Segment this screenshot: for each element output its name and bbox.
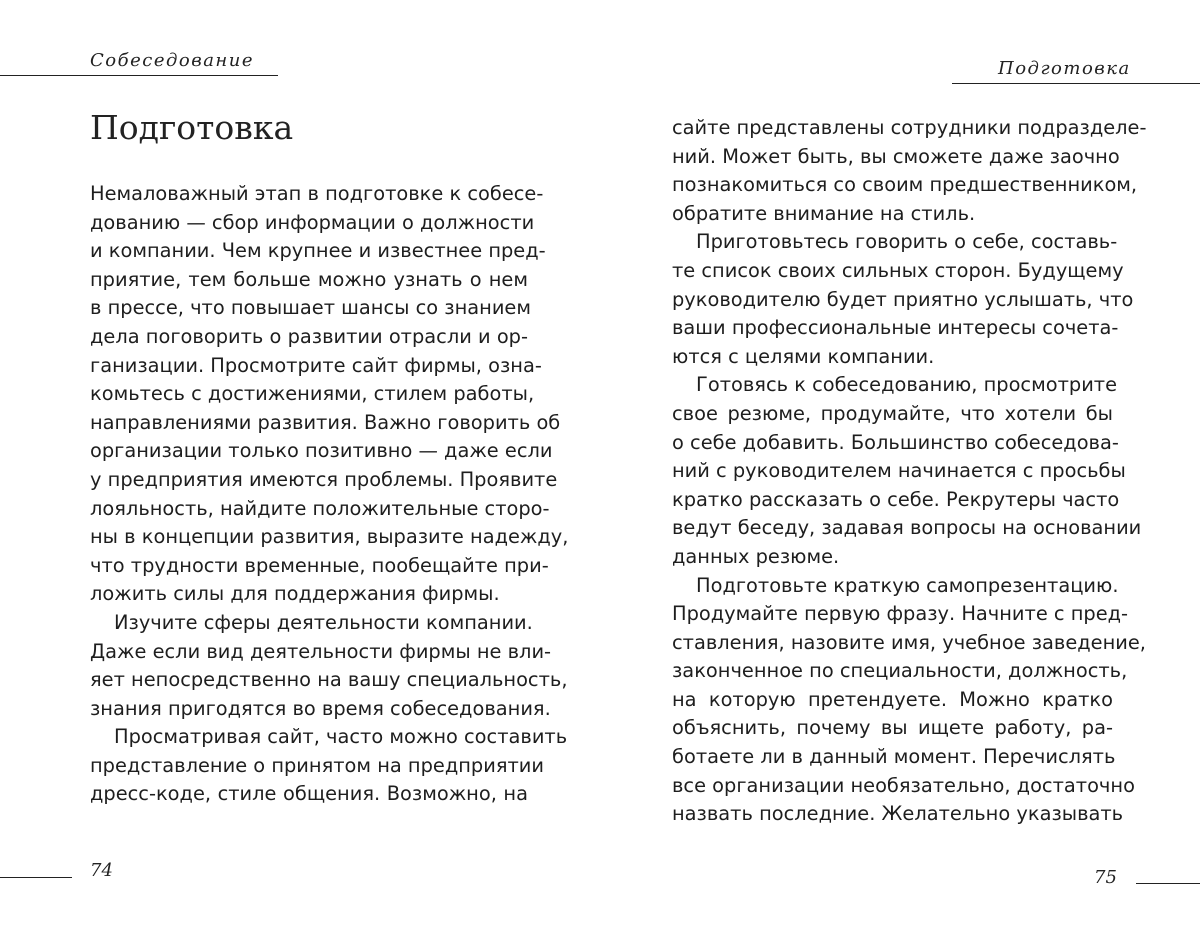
chapter-title: Подготовка	[90, 108, 294, 147]
text-line: приятие, тем больше можно узнать о нем	[90, 267, 528, 291]
page-number-right: 75	[1094, 867, 1117, 888]
running-head-left: Собеседование	[90, 50, 255, 71]
right-page	[600, 0, 1200, 926]
running-head-right: Подготовка	[998, 58, 1131, 79]
text-line: дела поговорить о развитии отрасли и ор-	[90, 324, 528, 348]
text-line: Просматривая сайт, часто можно составить	[114, 725, 568, 749]
text-line: лояльность, найдите положительные сторо-	[90, 496, 550, 520]
text-line: у предприятия имеются проблемы. Проявите	[90, 467, 558, 491]
text-line: яет непосредственно на вашу специальность,	[90, 668, 568, 692]
paragraph	[90, 609, 568, 723]
folio-rule-left	[0, 877, 72, 878]
text-line: ваши профессиональные интересы сочета-	[672, 316, 1119, 340]
running-head-rule-left	[0, 75, 278, 76]
text-line: познакомиться со своим предшественником,	[672, 173, 1138, 197]
paragraph	[672, 572, 1146, 829]
paragraph	[672, 114, 1147, 228]
text-line: обратите внимание на стиль.	[672, 201, 976, 225]
text-line: на которую претендуете. Можно кратко	[672, 687, 1113, 711]
text-line: дресс-коде, стиле общения. Возможно, на	[90, 782, 528, 806]
running-head-rule-right	[952, 83, 1200, 84]
text-line: назвать последние. Желательно указывать	[672, 802, 1124, 826]
text-line: Приготовьтесь говорить о себе, составь-	[696, 230, 1118, 254]
text-line: законченное по специальности, должность,	[672, 659, 1128, 683]
paragraph	[672, 228, 1134, 371]
text-line: ются с целями компании.	[672, 344, 935, 368]
left-page-text	[90, 180, 569, 809]
right-page-text	[672, 114, 1147, 829]
text-line: знания пригодятся во время собеседования.	[90, 696, 551, 720]
text-line: ботаете ли в данный момент. Перечислять	[672, 745, 1116, 769]
text-line: ставления, назовите имя, учебное заведение,	[672, 630, 1146, 654]
text-line: комьтесь с достижениями, стилем работы,	[90, 382, 535, 406]
paragraph	[90, 723, 568, 809]
text-line: что трудности временные, пообещайте при-	[90, 553, 549, 577]
text-line: все организации необязательно, достаточно	[672, 773, 1135, 797]
text-line: о себе добавить. Большинство собеседова-	[672, 430, 1119, 454]
text-line: в прессе, что повышает шансы со знанием	[90, 296, 531, 320]
text-line: данных резюме.	[672, 544, 840, 568]
text-line: ганизации. Просмотрите сайт фирмы, озна-	[90, 353, 542, 377]
folio-rule-right	[1136, 883, 1200, 884]
paragraph	[90, 180, 569, 609]
text-line: руководителю будет приятно услышать, что	[672, 287, 1134, 311]
text-line: организации только позитивно — даже если	[90, 439, 553, 463]
text-line: сайте представлены сотрудники подразделе-	[672, 116, 1147, 139]
text-line: ны в концепции развития, выразите надежду,	[90, 525, 569, 549]
text-line: Подготовьте краткую самопрезентацию.	[696, 573, 1119, 597]
text-line: направлениями развития. Важно говорить об	[90, 410, 561, 434]
text-line: ний. Может быть, вы сможете даже заочно	[672, 144, 1120, 168]
text-line: кратко рассказать о себе. Рекрутеры часто	[672, 487, 1120, 511]
text-line: Изучите сферы деятельности компании.	[114, 610, 533, 634]
text-line: дованию — сбор информации о должности	[90, 210, 535, 234]
page-number-left: 74	[90, 860, 113, 881]
text-line: ведут беседу, задавая вопросы на основании	[672, 516, 1142, 540]
text-line: и компании. Чем крупнее и известнее пред-	[90, 239, 546, 263]
paragraph	[672, 371, 1142, 571]
text-line: Немаловажный этап в подготовке к собесе-	[90, 182, 544, 205]
text-line: свое резюме, продумайте, что хотели бы	[672, 401, 1113, 425]
text-line: те список своих сильных сторон. Будущему	[672, 258, 1124, 282]
text-line: представление о принятом на предприятии	[90, 753, 544, 777]
text-line: ложить силы для поддержания фирмы.	[90, 582, 500, 606]
text-line: Даже если вид деятельности фирмы не вли-	[90, 639, 552, 663]
text-line: ний с руководителем начинается с просьбы	[672, 459, 1126, 483]
text-line: объяснить, почему вы ищете работу, ра-	[672, 716, 1113, 740]
text-line: Продумайте первую фразу. Начните с пред-	[672, 602, 1129, 626]
text-line: Готовясь к собеседованию, просмотрите	[696, 373, 1118, 397]
